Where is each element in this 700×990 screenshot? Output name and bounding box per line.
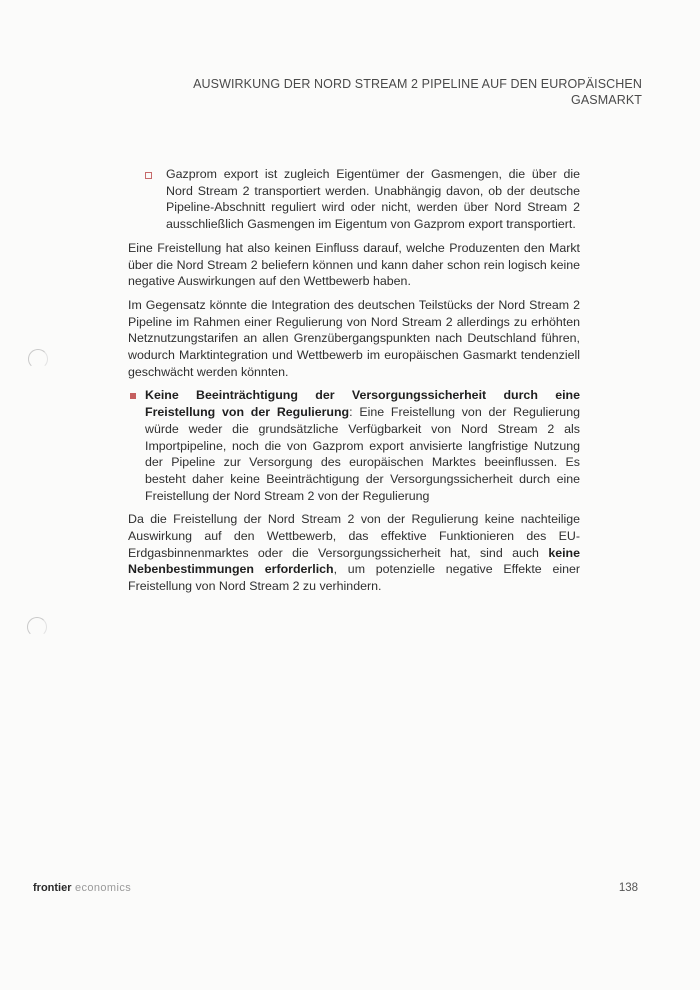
conclusion-bold: keine Nebenbestimmungen erforderlich xyxy=(128,545,580,577)
paragraph-conclusion xyxy=(128,511,580,595)
paragraph-no-influence: Eine Freistellung hat also keinen Einfluss darauf, welche Produzenten den Markt über die Nord Stream 2 beliefern können und kann daher schon rein logisch keine negative Auswirkungen auf den Wettbewerb haben. xyxy=(128,240,580,289)
bullet-body: : Eine Freistellung von der Regulierung würde weder die grundsätzliche Verfügbarkeit von Nord Stream 2 als Importpipeline, noch die von Gazprom export anvisierte langfristige Nutzung der Pipeline zur Versorgung des europäischen Marktes beeinflussen. Es besteht daher keine Beeinträchtigung der Versorgungssicherheit durch eine Freistellung der Nord Stream 2 von der Regulierung xyxy=(145,405,580,503)
conclusion-text-a: Da die Freistellung der Nord Stream 2 von der Regulierung keine nachteilige Auswirkung auf den Wettbewerb, das effektive Funktionieren des EU-Erdgasbinnenmarktes oder die Versorgungssicherheit hat, sind auch xyxy=(128,512,580,560)
page-number: 138 xyxy=(618,882,638,894)
brand-frontier: frontier xyxy=(33,882,72,894)
filled-square-bullet-icon xyxy=(130,393,136,399)
paragraph-regulation-effect: Im Gegensatz könnte die Integration des deutschen Teilstücks der Nord Stream 2 Pipeline im Rahmen einer Regulierung von Nord Stream 2 allerdings zu erhöhten Netznutzungstarifen an allen Grenzübergangspunkten nach Deutschland führen, wodurch Marktintegration und Wettbewerb im europäischen Gasmarkt tendenziell geschwächt werden könnten. xyxy=(128,297,580,379)
footer-brand-logo xyxy=(33,882,131,894)
punch-hole-mark xyxy=(27,617,47,637)
punch-hole-mark xyxy=(28,349,48,369)
open-square-bullet-icon xyxy=(145,172,152,179)
running-header xyxy=(172,76,642,108)
conclusion-text-b: , um potenzielle negative Effekte einer Freistellung von Nord Stream 2 zu verhindern. xyxy=(128,562,581,594)
bullet-heading: Keine Beeinträchtigung der Versorgungssicherheit durch eine Freistellung von der Regulierung xyxy=(145,388,580,420)
main-bullet-item xyxy=(128,387,580,504)
brand-economics: economics xyxy=(71,882,132,894)
header-line-1: AUSWIRKUNG DER NORD STREAM 2 PIPELINE AUF DEN EUROPÄISCHEN xyxy=(193,77,642,91)
document-body xyxy=(128,166,580,602)
sub-bullet-text: Gazprom export ist zugleich Eigentümer der Gasmengen, die über die Nord Stream 2 transportiert werden. Unabhängig davon, ob der deutsche Pipeline-Abschnitt reguliert wird oder nicht, werden über Nord Stream 2 ausschließlich Gasmengen im Eigentum von Gazprom export transportiert. xyxy=(166,167,580,232)
sub-bullet-item xyxy=(128,166,580,233)
header-line-2: GASMARKT xyxy=(571,93,642,107)
